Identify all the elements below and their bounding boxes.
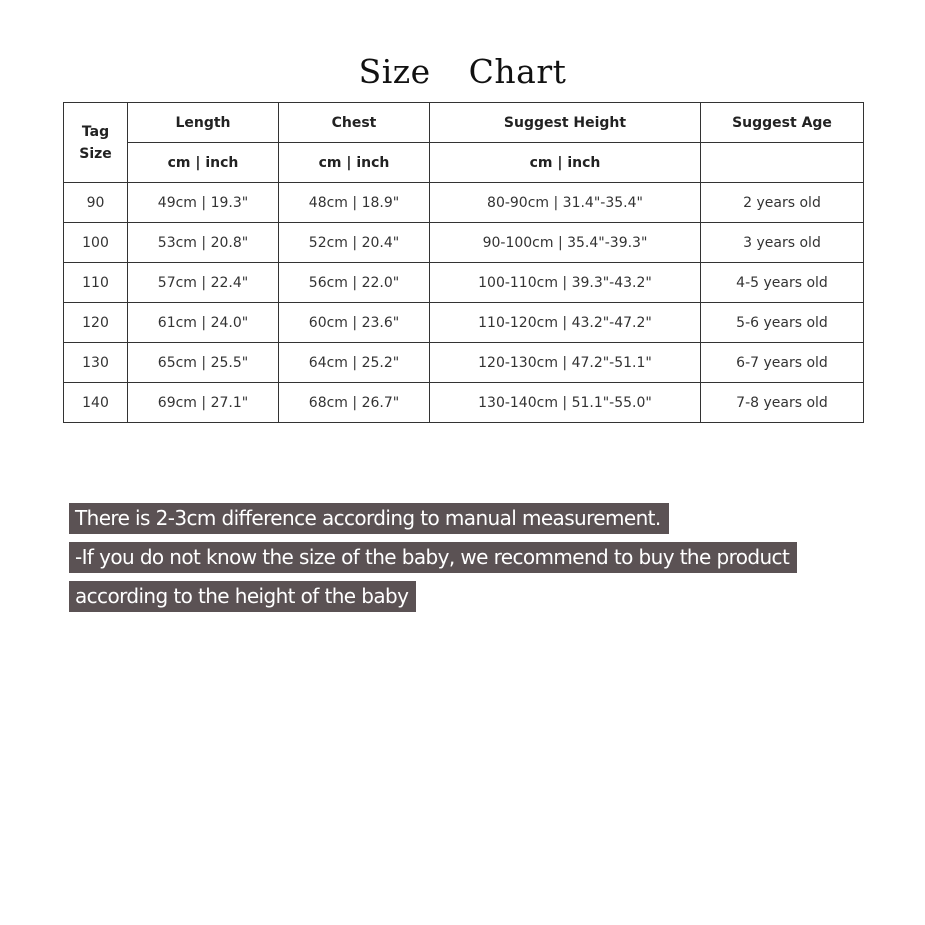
cell-height: 90-100cm | 35.4"-39.3" xyxy=(430,223,701,263)
cell-length: 53cm | 20.8" xyxy=(128,223,279,263)
header-height-unit: cm | inch xyxy=(430,143,701,183)
header-tag-size: Tag Size xyxy=(64,103,128,183)
cell-height: 130-140cm | 51.1"-55.0" xyxy=(430,383,701,423)
header-suggest-age: Suggest Age xyxy=(701,103,864,143)
cell-chest: 56cm | 22.0" xyxy=(279,263,430,303)
header-age-unit xyxy=(701,143,864,183)
cell-chest: 68cm | 26.7" xyxy=(279,383,430,423)
note-line: according to the height of the baby xyxy=(69,581,416,612)
size-chart-table xyxy=(63,102,864,423)
cell-length: 57cm | 22.4" xyxy=(128,263,279,303)
table-row xyxy=(64,263,864,303)
header-length-unit: cm | inch xyxy=(128,143,279,183)
table-row xyxy=(64,303,864,343)
cell-age: 2 years old xyxy=(701,183,864,223)
header-chest: Chest xyxy=(279,103,430,143)
table-row xyxy=(64,183,864,223)
cell-age: 3 years old xyxy=(701,223,864,263)
header-length: Length xyxy=(128,103,279,143)
cell-tag: 120 xyxy=(64,303,128,343)
cell-length: 65cm | 25.5" xyxy=(128,343,279,383)
cell-tag: 110 xyxy=(64,263,128,303)
cell-chest: 64cm | 25.2" xyxy=(279,343,430,383)
cell-height: 110-120cm | 43.2"-47.2" xyxy=(430,303,701,343)
header-chest-unit: cm | inch xyxy=(279,143,430,183)
cell-age: 7-8 years old xyxy=(701,383,864,423)
table-row xyxy=(64,383,864,423)
cell-tag: 100 xyxy=(64,223,128,263)
note-line: There is 2-3cm difference according to manual measurement. xyxy=(69,503,669,534)
cell-height: 120-130cm | 47.2"-51.1" xyxy=(430,343,701,383)
cell-length: 49cm | 19.3" xyxy=(128,183,279,223)
cell-chest: 60cm | 23.6" xyxy=(279,303,430,343)
table-row xyxy=(64,223,864,263)
cell-age: 6-7 years old xyxy=(701,343,864,383)
cell-height: 100-110cm | 39.3"-43.2" xyxy=(430,263,701,303)
header-suggest-height: Suggest Height xyxy=(430,103,701,143)
page-title: Size Chart xyxy=(358,52,567,91)
cell-length: 61cm | 24.0" xyxy=(128,303,279,343)
notes-section xyxy=(69,503,797,620)
cell-tag: 90 xyxy=(64,183,128,223)
cell-age: 4-5 years old xyxy=(701,263,864,303)
cell-length: 69cm | 27.1" xyxy=(128,383,279,423)
cell-chest: 52cm | 20.4" xyxy=(279,223,430,263)
cell-height: 80-90cm | 31.4"-35.4" xyxy=(430,183,701,223)
table-row xyxy=(64,343,864,383)
note-line: -If you do not know the size of the baby, we recommend to buy the product xyxy=(69,542,797,573)
cell-tag: 130 xyxy=(64,343,128,383)
cell-tag: 140 xyxy=(64,383,128,423)
cell-age: 5-6 years old xyxy=(701,303,864,343)
cell-chest: 48cm | 18.9" xyxy=(279,183,430,223)
